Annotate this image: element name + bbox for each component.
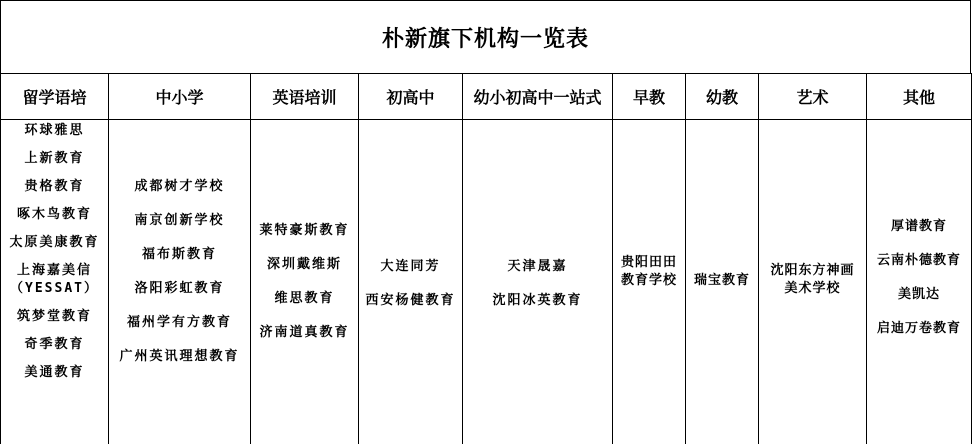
list-item: 厚谱教育	[890, 219, 947, 234]
column-middle-high	[358, 73, 462, 444]
list-item: 贵阳田田	[620, 255, 677, 270]
list-item: 西安杨健教育	[365, 293, 456, 308]
list-item: 环球雅思	[24, 123, 85, 138]
list-item: 济南道真教育	[259, 325, 350, 340]
column-early-education	[612, 73, 685, 444]
list-item: 广州英讯理想教育	[119, 349, 240, 364]
column-preschool	[685, 73, 758, 444]
column-body	[359, 120, 462, 444]
table-grid	[0, 73, 972, 444]
list-item: 沈阳冰英教育	[492, 293, 583, 308]
column-header: 其他	[867, 73, 971, 120]
list-item: 教育学校	[620, 273, 677, 288]
list-item: 莱特豪斯教育	[259, 223, 350, 238]
list-item: 成都树才学校	[134, 179, 225, 194]
column-header: 留学语培	[1, 73, 108, 120]
list-item: 沈阳东方神画	[770, 263, 855, 278]
list-item: 美凯达	[897, 287, 940, 302]
column-header: 幼教	[686, 73, 758, 120]
list-item: 南京创新学校	[134, 213, 225, 228]
list-item: 维思教育	[274, 291, 335, 306]
table-title-row	[0, 0, 971, 74]
list-item: 福布斯教育	[141, 247, 217, 262]
list-item: 洛阳彩虹教育	[134, 281, 225, 296]
column-header: 早教	[613, 73, 685, 120]
list-item: 啄木鸟教育	[16, 207, 92, 222]
list-item: 筑梦堂教育	[16, 309, 92, 324]
column-art	[758, 73, 866, 444]
list-item: 美术学校	[784, 281, 841, 296]
column-body	[613, 120, 685, 444]
list-item: （YESSAT）	[10, 281, 99, 296]
column-body	[109, 120, 250, 444]
list-item: 美通教育	[24, 365, 85, 380]
column-header: 中小学	[109, 73, 250, 120]
list-item: 深圳戴维斯	[266, 257, 342, 272]
column-header: 幼小初高中一站式	[463, 73, 612, 120]
column-body	[463, 120, 612, 444]
list-item: 瑞宝教育	[693, 273, 750, 288]
column-study-abroad	[0, 73, 108, 444]
column-body	[686, 120, 758, 444]
list-item: 福州学有方教育	[126, 315, 232, 330]
column-body	[867, 120, 971, 444]
list-item: 太原美康教育	[9, 235, 100, 250]
column-header: 初高中	[359, 73, 462, 120]
column-body	[251, 120, 358, 444]
list-item: 上新教育	[24, 151, 85, 166]
list-item: 奇季教育	[24, 337, 85, 352]
list-item: 大连同芳	[380, 259, 441, 274]
column-k12	[108, 73, 250, 444]
list-item: 贵格教育	[24, 179, 85, 194]
column-body	[759, 120, 866, 444]
column-other	[866, 73, 972, 444]
column-english-training	[250, 73, 358, 444]
column-header: 艺术	[759, 73, 866, 120]
list-item: 云南朴德教育	[876, 253, 961, 268]
list-item: 上海嘉美信	[16, 263, 92, 278]
column-body	[1, 120, 108, 444]
list-item: 天津晟嘉	[507, 259, 568, 274]
table-title: 朴新旗下机构一览表	[381, 26, 589, 52]
column-one-stop	[462, 73, 612, 444]
list-item: 启迪万卷教育	[876, 321, 961, 336]
column-header: 英语培训	[251, 73, 358, 120]
